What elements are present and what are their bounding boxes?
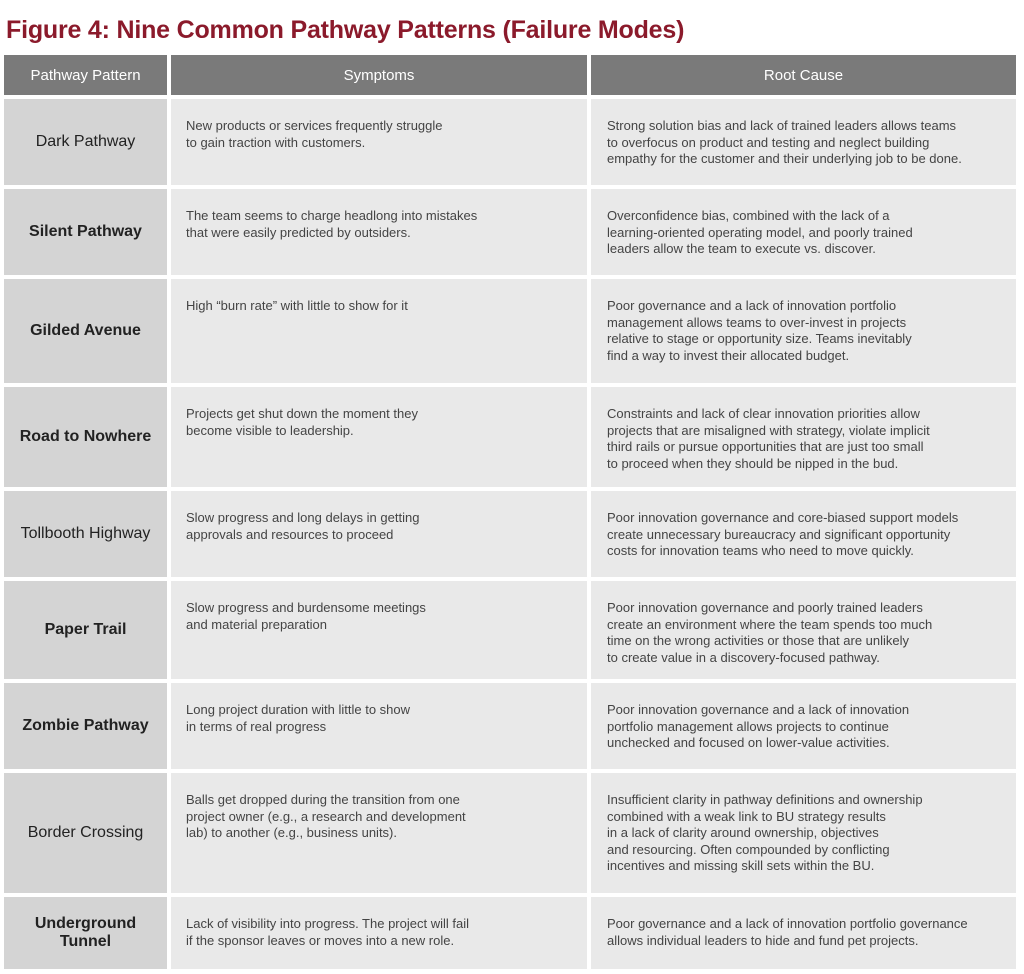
- pathway-pattern-cell: Zombie Pathway: [4, 683, 167, 769]
- root-cause-text-line: find a way to invest their allocated budget.: [607, 347, 850, 363]
- symptoms-text-line: Slow progress and burdensome meetings: [186, 600, 426, 615]
- symptoms-text-line: Long project duration with little to show: [186, 702, 411, 717]
- pathway-pattern-cell: Border Crossing: [4, 773, 167, 893]
- symptoms-text-line: Projects get shut down the moment they: [186, 406, 418, 421]
- root-cause-text-line: to create value in a discovery-focused pathway.: [607, 649, 880, 665]
- table-row: [4, 279, 1016, 383]
- root-cause-text-line: in a lack of clarity around ownership, objectives: [607, 825, 879, 840]
- pathway-pattern-cell: Underground Tunnel: [4, 897, 167, 969]
- table-row: [4, 773, 1016, 893]
- pathway-pattern-cell: Road to Nowhere: [4, 387, 167, 487]
- root-cause-cell: [591, 581, 1016, 679]
- root-cause-text-line: create unnecessary bureaucracy and significant opportunity: [607, 526, 951, 542]
- root-cause-text-line: Poor innovation governance and core-biased support models: [607, 510, 959, 525]
- root-cause-cell: [591, 683, 1016, 769]
- root-cause-cell: [591, 279, 1016, 383]
- root-cause-cell: [591, 189, 1016, 275]
- root-cause-text-line: to proceed when they should be nipped in the bud.: [607, 455, 899, 471]
- root-cause-cell: [591, 897, 1016, 969]
- symptoms-text-line: The team seems to charge headlong into mistakes: [186, 208, 478, 223]
- root-cause-text-line: to overfocus on product and testing and neglect building: [607, 134, 930, 150]
- root-cause-text-line: Constraints and lack of clear innovation priorities allow: [607, 406, 920, 421]
- root-cause-text-line: allows individual leaders to hide and fund pet projects.: [607, 932, 919, 948]
- root-cause-text-line: create an environment where the team spends too much: [607, 616, 933, 632]
- root-cause-text-line: portfolio management allows projects to continue: [607, 718, 889, 734]
- symptoms-text-line: lab) to another (e.g., business units).: [186, 825, 398, 840]
- symptoms-cell: [171, 897, 587, 969]
- symptoms-cell: [171, 387, 587, 487]
- figure-title: Figure 4: Nine Common Pathway Patterns (Failure Modes): [6, 16, 685, 44]
- pathway-pattern-cell: Silent Pathway: [4, 189, 167, 275]
- root-cause-text-line: and resourcing. Often compounded by conflicting: [607, 841, 890, 857]
- header-pathway-pattern: Pathway Pattern: [4, 55, 167, 95]
- root-cause-text-line: leaders allow the team to execute vs. discover.: [607, 241, 876, 256]
- symptoms-text-line: and material preparation: [186, 616, 327, 632]
- root-cause-text-line: combined with a weak link to BU strategy results: [607, 808, 886, 824]
- pathway-pattern-cell: Tollbooth Highway: [4, 491, 167, 577]
- root-cause-text-line: third rails or pursue opportunities that are just too small: [607, 439, 924, 454]
- symptoms-cell: [171, 279, 587, 383]
- header-root-cause: Root Cause: [591, 55, 1016, 95]
- table-row: [4, 387, 1016, 487]
- table-body: [4, 99, 1016, 969]
- root-cause-cell: [591, 387, 1016, 487]
- root-cause-text-line: Insufficient clarity in pathway definitions and ownership: [607, 792, 923, 807]
- root-cause-text-line: costs for innovation teams who need to move quickly.: [607, 543, 914, 558]
- root-cause-text-line: Poor governance and a lack of innovation portfolio governance: [607, 916, 968, 931]
- symptoms-text-line: project owner (e.g., a research and development: [186, 808, 466, 824]
- root-cause-cell: [591, 491, 1016, 577]
- symptoms-text-line: Slow progress and long delays in getting: [186, 510, 420, 525]
- root-cause-text-line: Poor innovation governance and a lack of innovation: [607, 702, 910, 717]
- root-cause-text-line: projects that are misaligned with strategy, violate implicit: [607, 422, 930, 438]
- pathway-pattern-cell: Dark Pathway: [4, 99, 167, 185]
- root-cause-text-line: management allows teams to over-invest in projects: [607, 314, 907, 330]
- symptoms-cell: [171, 773, 587, 893]
- symptoms-text-line: in terms of real progress: [186, 718, 327, 734]
- table-row: [4, 189, 1016, 275]
- root-cause-text-line: Overconfidence bias, combined with the lack of a: [607, 208, 890, 223]
- header-symptoms: Symptoms: [171, 55, 587, 95]
- root-cause-text-line: Poor innovation governance and poorly trained leaders: [607, 600, 923, 615]
- symptoms-text-line: to gain traction with customers.: [186, 134, 366, 150]
- root-cause-text-line: incentives and missing skill sets within the BU.: [607, 858, 875, 873]
- symptoms-cell: [171, 683, 587, 769]
- symptoms-cell: [171, 99, 587, 185]
- symptoms-text-line: High “burn rate” with little to show for it: [186, 298, 408, 313]
- symptoms-text-line: New products or services frequently struggle: [186, 118, 443, 133]
- root-cause-text-line: unchecked and focused on lower-value activities.: [607, 735, 890, 750]
- root-cause-text-line: empathy for the customer and their underlying job to be done.: [607, 151, 962, 166]
- table-row: [4, 581, 1016, 679]
- table-row: [4, 897, 1016, 969]
- root-cause-text-line: relative to stage or opportunity size. Teams inevitably: [607, 331, 912, 346]
- symptoms-text-line: become visible to leadership.: [186, 422, 354, 438]
- symptoms-cell: [171, 189, 587, 275]
- pathway-patterns-table: [4, 55, 1016, 973]
- symptoms-cell: [171, 581, 587, 679]
- symptoms-cell: [171, 491, 587, 577]
- symptoms-text-line: that were easily predicted by outsiders.: [186, 224, 411, 240]
- root-cause-cell: [591, 773, 1016, 893]
- root-cause-text-line: time on the wrong activities or those that are unlikely: [607, 633, 910, 648]
- table-header-row: [4, 55, 1016, 95]
- symptoms-text-line: approvals and resources to proceed: [186, 526, 394, 542]
- symptoms-text-line: Balls get dropped during the transition from one: [186, 792, 460, 807]
- pathway-pattern-cell: Gilded Avenue: [4, 279, 167, 383]
- root-cause-text-line: learning-oriented operating model, and poorly trained: [607, 224, 913, 240]
- table-row: [4, 491, 1016, 577]
- table-row: [4, 99, 1016, 185]
- root-cause-cell: [591, 99, 1016, 185]
- symptoms-text-line: if the sponsor leaves or moves into a new role.: [186, 932, 455, 948]
- root-cause-text-line: Strong solution bias and lack of trained leaders allows teams: [607, 118, 957, 133]
- pathway-pattern-cell: Paper Trail: [4, 581, 167, 679]
- table-row: [4, 683, 1016, 769]
- root-cause-text-line: Poor governance and a lack of innovation portfolio: [607, 298, 897, 313]
- symptoms-text-line: Lack of visibility into progress. The project will fail: [186, 916, 469, 931]
